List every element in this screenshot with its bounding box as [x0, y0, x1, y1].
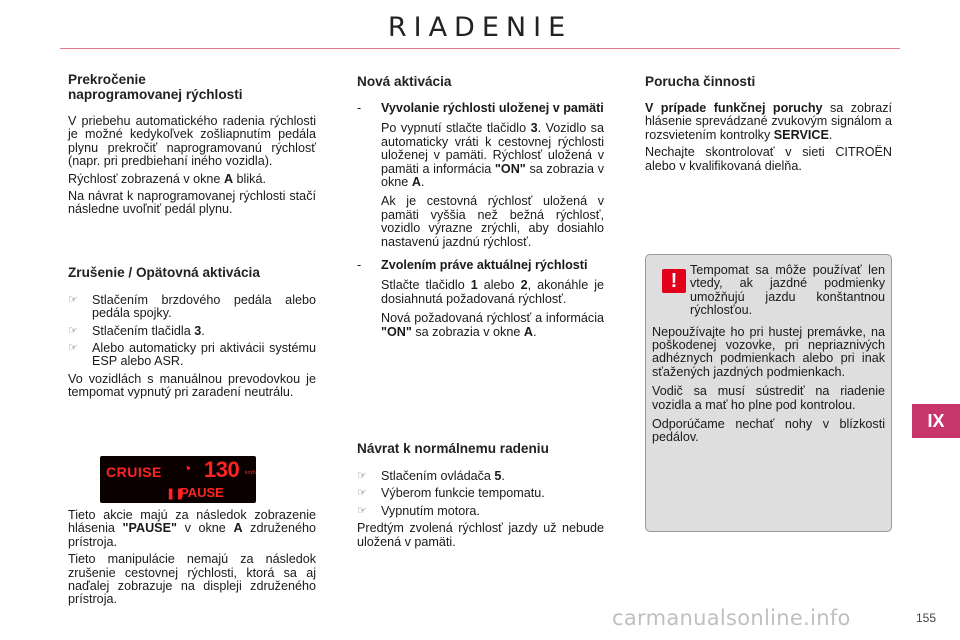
heading-return-normal: Návrat k normálnemu radeniu	[357, 441, 549, 456]
list-item	[357, 487, 604, 500]
bold-text: "ON"	[381, 324, 412, 339]
paragraph: V priebehu automatického radenia rýchlosti je možné kedykoľvek zošliapnutím pedála plynu prekročiť naprogramovanú rýchlosť (napr. pri predbiehaní iného vozidla).	[68, 114, 316, 169]
subheading: Zvolením práve aktuálnej rýchlosti	[381, 258, 588, 273]
bold-text: 3	[530, 121, 538, 136]
text: Nová požadovaná rýchlosť a informácia	[381, 311, 604, 326]
paragraph: Vo vozidlách s manuálnou prevodovkou je tempomat vypnutý pri zaradení neutrálu.	[68, 371, 316, 400]
paragraph: Ak je cestovná rýchlosť uložená v pamäti vyššia než bežná rýchlosť, vozidlo výrazne zrýchli, aby dosiahlo nastavenú jazdnú rýchlosť.	[381, 194, 604, 249]
bold-text: 5	[494, 469, 502, 483]
bold-text: A	[411, 175, 421, 190]
text: Stlačením tlačidla	[92, 323, 195, 338]
heading-line-1: Prekročenie	[68, 72, 146, 87]
warning-paragraph: Odporúčame nechať nohy v blízkosti pedálov.	[652, 417, 885, 445]
text: Rýchlosť zobrazená v okne	[68, 171, 224, 186]
text: Stlačením ovládača	[381, 469, 495, 483]
pause-icon: ❚❚	[166, 488, 185, 500]
list-item	[68, 342, 316, 369]
pause-label: PAUSE	[180, 485, 224, 500]
warning-box	[645, 254, 892, 532]
paragraph: Na návrat k naprogramovanej rýchlosti stačí následne uvoľniť pedál plynu.	[68, 189, 316, 217]
list-item	[357, 102, 604, 249]
text: .	[828, 127, 833, 142]
text: Vypnutím motora.	[381, 503, 480, 518]
bold-text: "PAUSE"	[122, 521, 177, 536]
text: združeného prístroja.	[68, 521, 316, 549]
cruise-display-image	[100, 456, 256, 503]
text: , akonáhle je dosiahnutá požadovaná rýchlosť.	[381, 278, 605, 306]
text: sa zobrazia v okne	[411, 324, 524, 339]
heading-line-2: naprogramovanej rýchlosti	[68, 87, 243, 102]
column-right	[645, 72, 892, 173]
cruise-unit: km/h	[245, 470, 256, 476]
cruise-speed: 130	[204, 457, 240, 482]
text: sa zobrazia v okne	[381, 161, 604, 190]
warning-paragraph: Vodič sa musí sústrediť na riadenie vozidla a mať ho plne pod kontrolou.	[652, 384, 885, 412]
text: .	[201, 323, 205, 338]
paragraph	[381, 312, 604, 339]
bold-text: "ON"	[494, 161, 526, 176]
warning-icon: !	[662, 269, 686, 293]
text: .	[501, 469, 505, 483]
heading-overriding-speed	[68, 72, 316, 102]
column-middle	[357, 72, 604, 339]
bold-text: V prípade funkčnej poruchy	[645, 101, 823, 115]
subheading: Vyvolanie rýchlosti uloženej v pamäti	[381, 101, 604, 115]
text: Alebo automaticky pri aktivácii systému ESP alebo ASR.	[92, 341, 316, 369]
speedometer-icon: ◔	[182, 461, 192, 478]
title-divider	[60, 48, 900, 49]
paragraph: Nechajte skontrolovať v sieti CITROËN alebo v kvalifikovaná dielňa.	[645, 145, 892, 173]
bold-text: 1	[470, 278, 478, 293]
chapter-tab: IX	[912, 404, 960, 438]
text: Stlačte tlačidlo	[381, 278, 471, 293]
text: sa zobrazí hlásenie sprevádzané zvukovým signálom a rozsvietením kontrolky	[645, 101, 892, 142]
paragraph	[381, 279, 604, 306]
text: v okne	[176, 521, 234, 536]
paragraph	[68, 509, 316, 549]
list-item	[68, 294, 316, 321]
warning-paragraph: Tempomat sa môže používať len vtedy, ak jazdné podmienky umožňujú jazdu konštantnou rýchlosťou.	[690, 263, 885, 318]
text: Po vypnutí stlačte tlačidlo	[381, 121, 531, 136]
bold-text: A	[223, 171, 234, 186]
text: bliká.	[233, 171, 266, 186]
text: .	[532, 324, 537, 339]
column-left	[68, 72, 316, 400]
text: Tieto akcie majú za následok zobrazenie hlásenia	[68, 508, 316, 536]
text: Stlačením brzdového pedála alebo pedála spojky.	[92, 292, 316, 321]
pointing-hand-icon: ☞	[68, 342, 78, 355]
heading-malfunction: Porucha činnosti	[645, 74, 756, 89]
dash-marker: -	[357, 258, 362, 273]
bold-text: A	[233, 521, 243, 536]
paragraph: Tieto manipulácie nemajú za následok zrušenie cestovnej rýchlosti, ktorá sa aj naďalej zobrazuje na displeji združeného prístroja.	[68, 552, 316, 607]
bold-text: 2	[520, 278, 528, 293]
pointing-hand-icon: ☞	[357, 487, 367, 500]
heading-new-activation: Nová aktivácia	[357, 74, 452, 89]
dash-marker: -	[357, 101, 362, 115]
cruise-label: CRUISE	[106, 464, 162, 480]
list-item	[357, 259, 604, 339]
pointing-hand-icon: ☞	[357, 470, 367, 482]
paragraph	[381, 122, 604, 189]
pointing-hand-icon: ☞	[357, 504, 367, 517]
page-title: RIADENIE	[387, 12, 573, 43]
text: Výberom funkcie tempomatu.	[381, 486, 545, 501]
page-number: 155	[916, 611, 937, 625]
paragraph	[68, 173, 316, 186]
bold-text: 3	[194, 323, 202, 338]
column-middle-bottom	[357, 441, 604, 549]
list-item	[357, 505, 604, 518]
pointing-hand-icon: ☞	[68, 293, 78, 306]
warning-paragraph: Nepoužívajte ho pri hustej premávke, na poškodenej vozovke, pri nepriaznivých adhéznych podmienkach alebo pri inak sťažených jazdných podmienkach.	[652, 324, 885, 379]
text: .	[420, 175, 425, 190]
bold-text: A	[523, 324, 533, 339]
text: alebo	[477, 278, 521, 293]
heading-cancel-reactivate: Zrušenie / Opätovná aktivácia	[68, 264, 260, 280]
paragraph: Predtým zvolená rýchlosť jazdy už nebude uložená v pamäti.	[357, 521, 604, 549]
bold-text: SERVICE	[773, 127, 829, 142]
pointing-hand-icon: ☞	[68, 324, 78, 337]
text: . Vozidlo sa automaticky vráti k cestovnej rýchlosti uloženej v pamäti. Rýchlosť uložená v pamäti a informácia	[381, 121, 604, 176]
paragraph	[645, 102, 892, 142]
list-item	[357, 470, 604, 483]
watermark: carmanualsonline.info	[612, 606, 851, 630]
list-item	[68, 325, 316, 338]
column-left-bottom	[68, 509, 316, 607]
